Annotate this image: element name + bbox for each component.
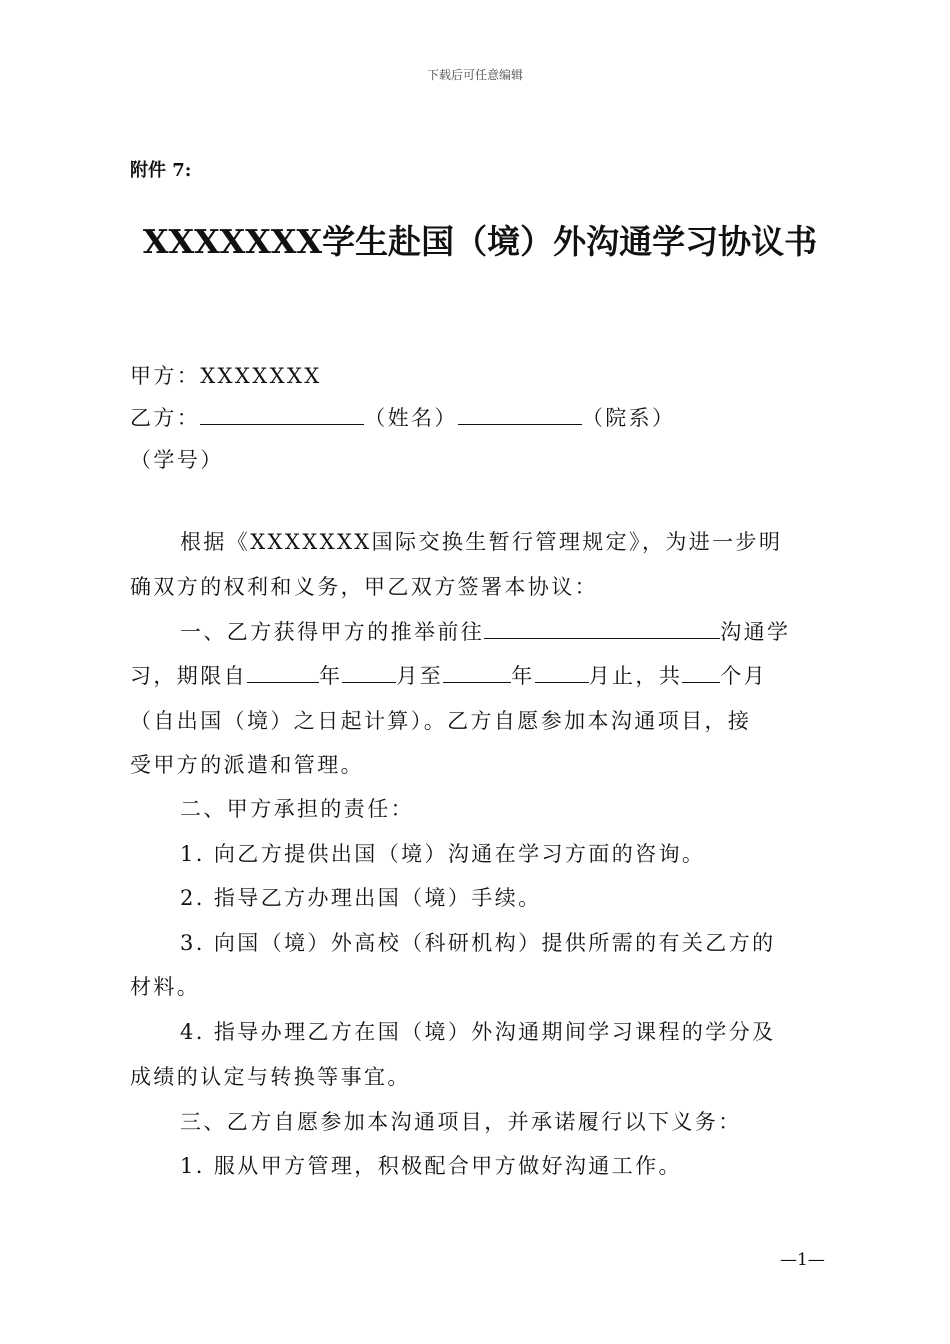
department-label: （院系） (581, 406, 676, 430)
start-year-blank[interactable] (247, 660, 319, 683)
end-year-blank[interactable] (443, 660, 511, 683)
until-label: 月止，共 (588, 664, 683, 688)
period-label: 习，期限自 (130, 664, 247, 688)
clause1-line-2 (130, 660, 767, 690)
clause1-prefix: 一、乙方获得甲方的推举前往 (180, 620, 485, 644)
party-a-value: XXXXXXX (200, 364, 322, 388)
year-label-2: 年 (511, 664, 535, 688)
clause2-item-4-line-2: 成绩的认定与转换等事宜。 (130, 1065, 411, 1089)
header-note: 下载后可任意编辑 (426, 68, 523, 82)
clause2-item-3-line-1: 3. 向国（境）外高校（科研机构）提供所需的有关乙方的 (180, 931, 776, 955)
intro-line-1: 根据《XXXXXXX国际交换生暂行管理规定》，为进一步明 (180, 530, 783, 554)
clause1-line-4: 受甲方的派遣和管理。 (130, 753, 364, 777)
clause2-item-1: 1. 向乙方提供出国（境）沟通在学习方面的咨询。 (180, 842, 706, 866)
party-a-label: 甲方： (130, 364, 201, 388)
destination-blank[interactable] (484, 616, 720, 639)
to-label: 月至 (396, 664, 444, 688)
clause2-item-4-line-1: 4. 指导办理乙方在国（境）外沟通期间学习课程的学分及 (180, 1020, 776, 1044)
clause2-item-3-line-2: 材料。 (130, 975, 201, 999)
student-id-line (130, 444, 224, 474)
months-blank[interactable] (682, 660, 720, 683)
party-b-label: 乙方： (130, 406, 201, 430)
clause2-heading: 二、甲方承担的责任： (180, 797, 414, 821)
year-label-1: 年 (319, 664, 343, 688)
department-blank[interactable] (458, 402, 582, 425)
intro-line-2: 确双方的权利和义务，甲乙双方签署本协议： (130, 575, 598, 599)
clause3-item-1: 1. 服从甲方管理，积极配合甲方做好沟通工作。 (180, 1154, 682, 1178)
clause2-item-2: 2. 指导乙方办理出国（境）手续。 (180, 886, 542, 910)
clause1-line-1 (180, 616, 790, 646)
attachment-label: 附件 7: (130, 160, 192, 181)
end-month-blank[interactable] (535, 660, 589, 683)
clause3-heading: 三、乙方自愿参加本沟通项目，并承诺履行以下义务： (180, 1110, 742, 1134)
start-month-blank[interactable] (342, 660, 396, 683)
name-label: （姓名） (364, 406, 458, 430)
student-id-label: （学号） (130, 448, 224, 472)
party-a-line (130, 360, 322, 390)
page-number: —1— (780, 1250, 825, 1270)
name-blank[interactable] (200, 402, 364, 425)
document-title: XXXXXXX学生赴国（境）外沟通学习协议书 (142, 222, 818, 261)
party-b-line (130, 402, 675, 432)
clause1-suffix: 沟通学 (720, 620, 791, 644)
clause1-line-3: （自出国（境）之日起计算）。乙方自愿参加本沟通项目，接 (130, 709, 752, 733)
months-label: 个月 (720, 664, 768, 688)
